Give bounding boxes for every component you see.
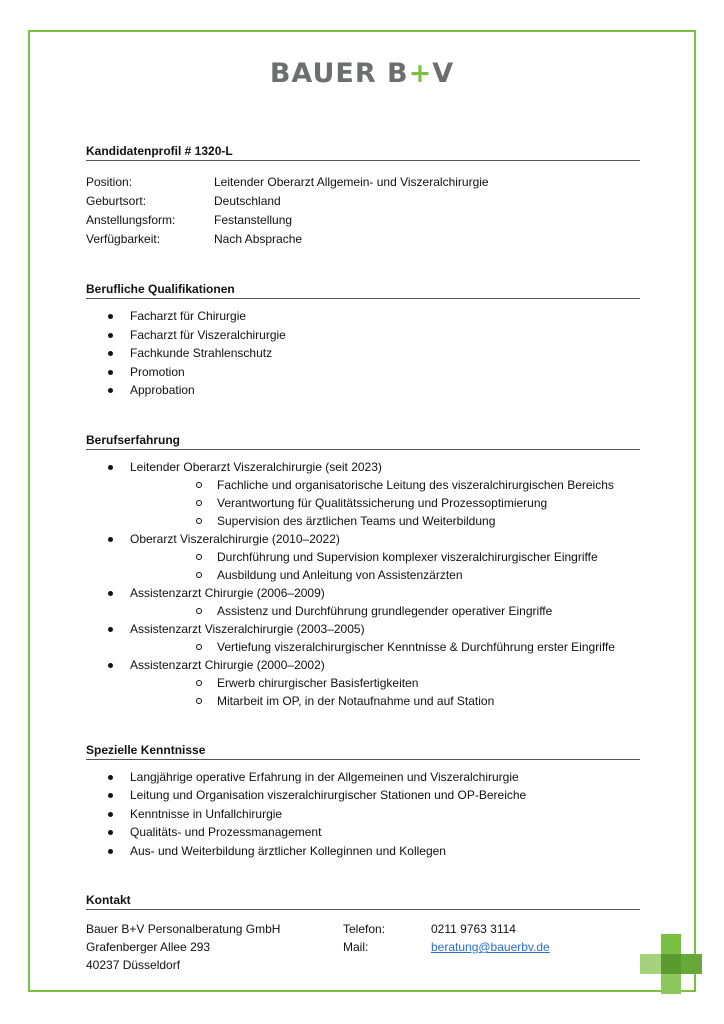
list-item: Assistenzarzt Chirurgie (2006–2009) Assistenz und Durchführung grundlegender operativer Eingriffe (86, 584, 640, 620)
sub-list-item: Ausbildung und Anleitung von Assistenzärzten (130, 566, 640, 584)
detail-row: Geburtsort: Deutschland (86, 194, 281, 208)
experience-list (86, 458, 640, 710)
contact-values (431, 920, 550, 974)
detail-row: Position: Leitender Oberarzt Allgemein- und Viszeralchirurgie (86, 175, 489, 189)
contact-heading: Kontakt (86, 893, 640, 910)
detail-row: Anstellungsform: Festanstellung (86, 213, 293, 227)
profile-title: Kandidatenprofil # 1320-L (86, 144, 640, 161)
plus-cross-icon (640, 934, 702, 994)
sub-list-item: Supervision des ärztlichen Teams und Weiterbildung (130, 512, 640, 530)
sub-list-item: Verantwortung für Qualitätssicherung und Prozessoptimierung (130, 494, 640, 512)
skills-list (86, 768, 640, 861)
skills-heading: Spezielle Kenntnisse (86, 743, 640, 760)
phone-number: 0211 9763 3114 (431, 922, 516, 936)
address: Bauer B+V Personalberatung GmbH Grafenberger Allee 293 40237 Düsseldorf (86, 922, 281, 972)
qualifications-list (86, 307, 640, 400)
list-item: Facharzt für Viszeralchirurgie (86, 326, 640, 345)
list-item: Assistenzarzt Chirurgie (2000–2002) Erwerb chirurgischer Basisfertigkeiten Mitarbeit im OP, in der Notaufnahme und auf Station (86, 656, 640, 710)
list-item: Assistenzarzt Viszeralchirurgie (2003–2005) Vertiefung viszeralchirurgischer Kenntnisse & Durchführung erster Eingriffe (86, 620, 640, 656)
profile-details (86, 173, 640, 249)
sub-list-item: Erwerb chirurgischer Basisfertigkeiten (130, 674, 640, 692)
list-item: Aus- und Weiterbildung ärztlicher Kolleginnen und Kollegen (86, 842, 640, 861)
list-item: Langjährige operative Erfahrung in der Allgemeinen und Viszeralchirurgie (86, 768, 640, 787)
company-logo: BAUER B+V (269, 58, 455, 89)
experience-heading: Berufserfahrung (86, 433, 640, 450)
contact-block (86, 920, 640, 974)
sub-list-item: Durchführung und Supervision komplexer viszeralchirurgischer Eingriffe (130, 548, 640, 566)
contact-labels: Telefon: Mail: (343, 922, 386, 954)
list-item: Fachkunde Strahlenschutz (86, 344, 640, 363)
list-item: Oberarzt Viszeralchirurgie (2010–2022) Durchführung und Supervision komplexer viszeralchirurgischer Eingriffe Ausbildung und Anleitung von Assistenzärzten (86, 530, 640, 584)
sub-list-item: Vertiefung viszeralchirurgischer Kenntnisse & Durchführung erster Eingriffe (130, 638, 640, 656)
list-item: Leitung und Organisation viszeralchirurgischer Stationen und OP-Bereiche (86, 786, 640, 805)
list-item: Facharzt für Chirurgie (86, 307, 640, 326)
qualifications-heading: Berufliche Qualifikationen (86, 282, 640, 299)
detail-row: Verfügbarkeit: Nach Absprache (86, 232, 303, 246)
list-item: Kenntnisse in Unfallchirurgie (86, 805, 640, 824)
list-item: Approbation (86, 381, 640, 400)
sub-list-item: Assistenz und Durchführung grundlegender operativer Eingriffe (130, 602, 640, 620)
sub-list-item: Fachliche und organisatorische Leitung des viszeralchirurgischen Bereichs (130, 476, 640, 494)
email-link[interactable]: beratung@bauerbv.de (431, 940, 550, 954)
list-item: Promotion (86, 363, 640, 382)
list-item: Leitender Oberarzt Viszeralchirurgie (seit 2023) Fachliche und organisatorische Leitung des viszeralchirurgischen Bereichs Verantwortung für Qualitätssicherung und Prozessoptimierung Supervision des ärztlichen Teams und Weiterbildung (86, 458, 640, 530)
list-item: Qualitäts- und Prozessmanagement (86, 823, 640, 842)
profile-document (86, 144, 640, 974)
sub-list-item: Mitarbeit im OP, in der Notaufnahme und auf Station (130, 692, 640, 710)
